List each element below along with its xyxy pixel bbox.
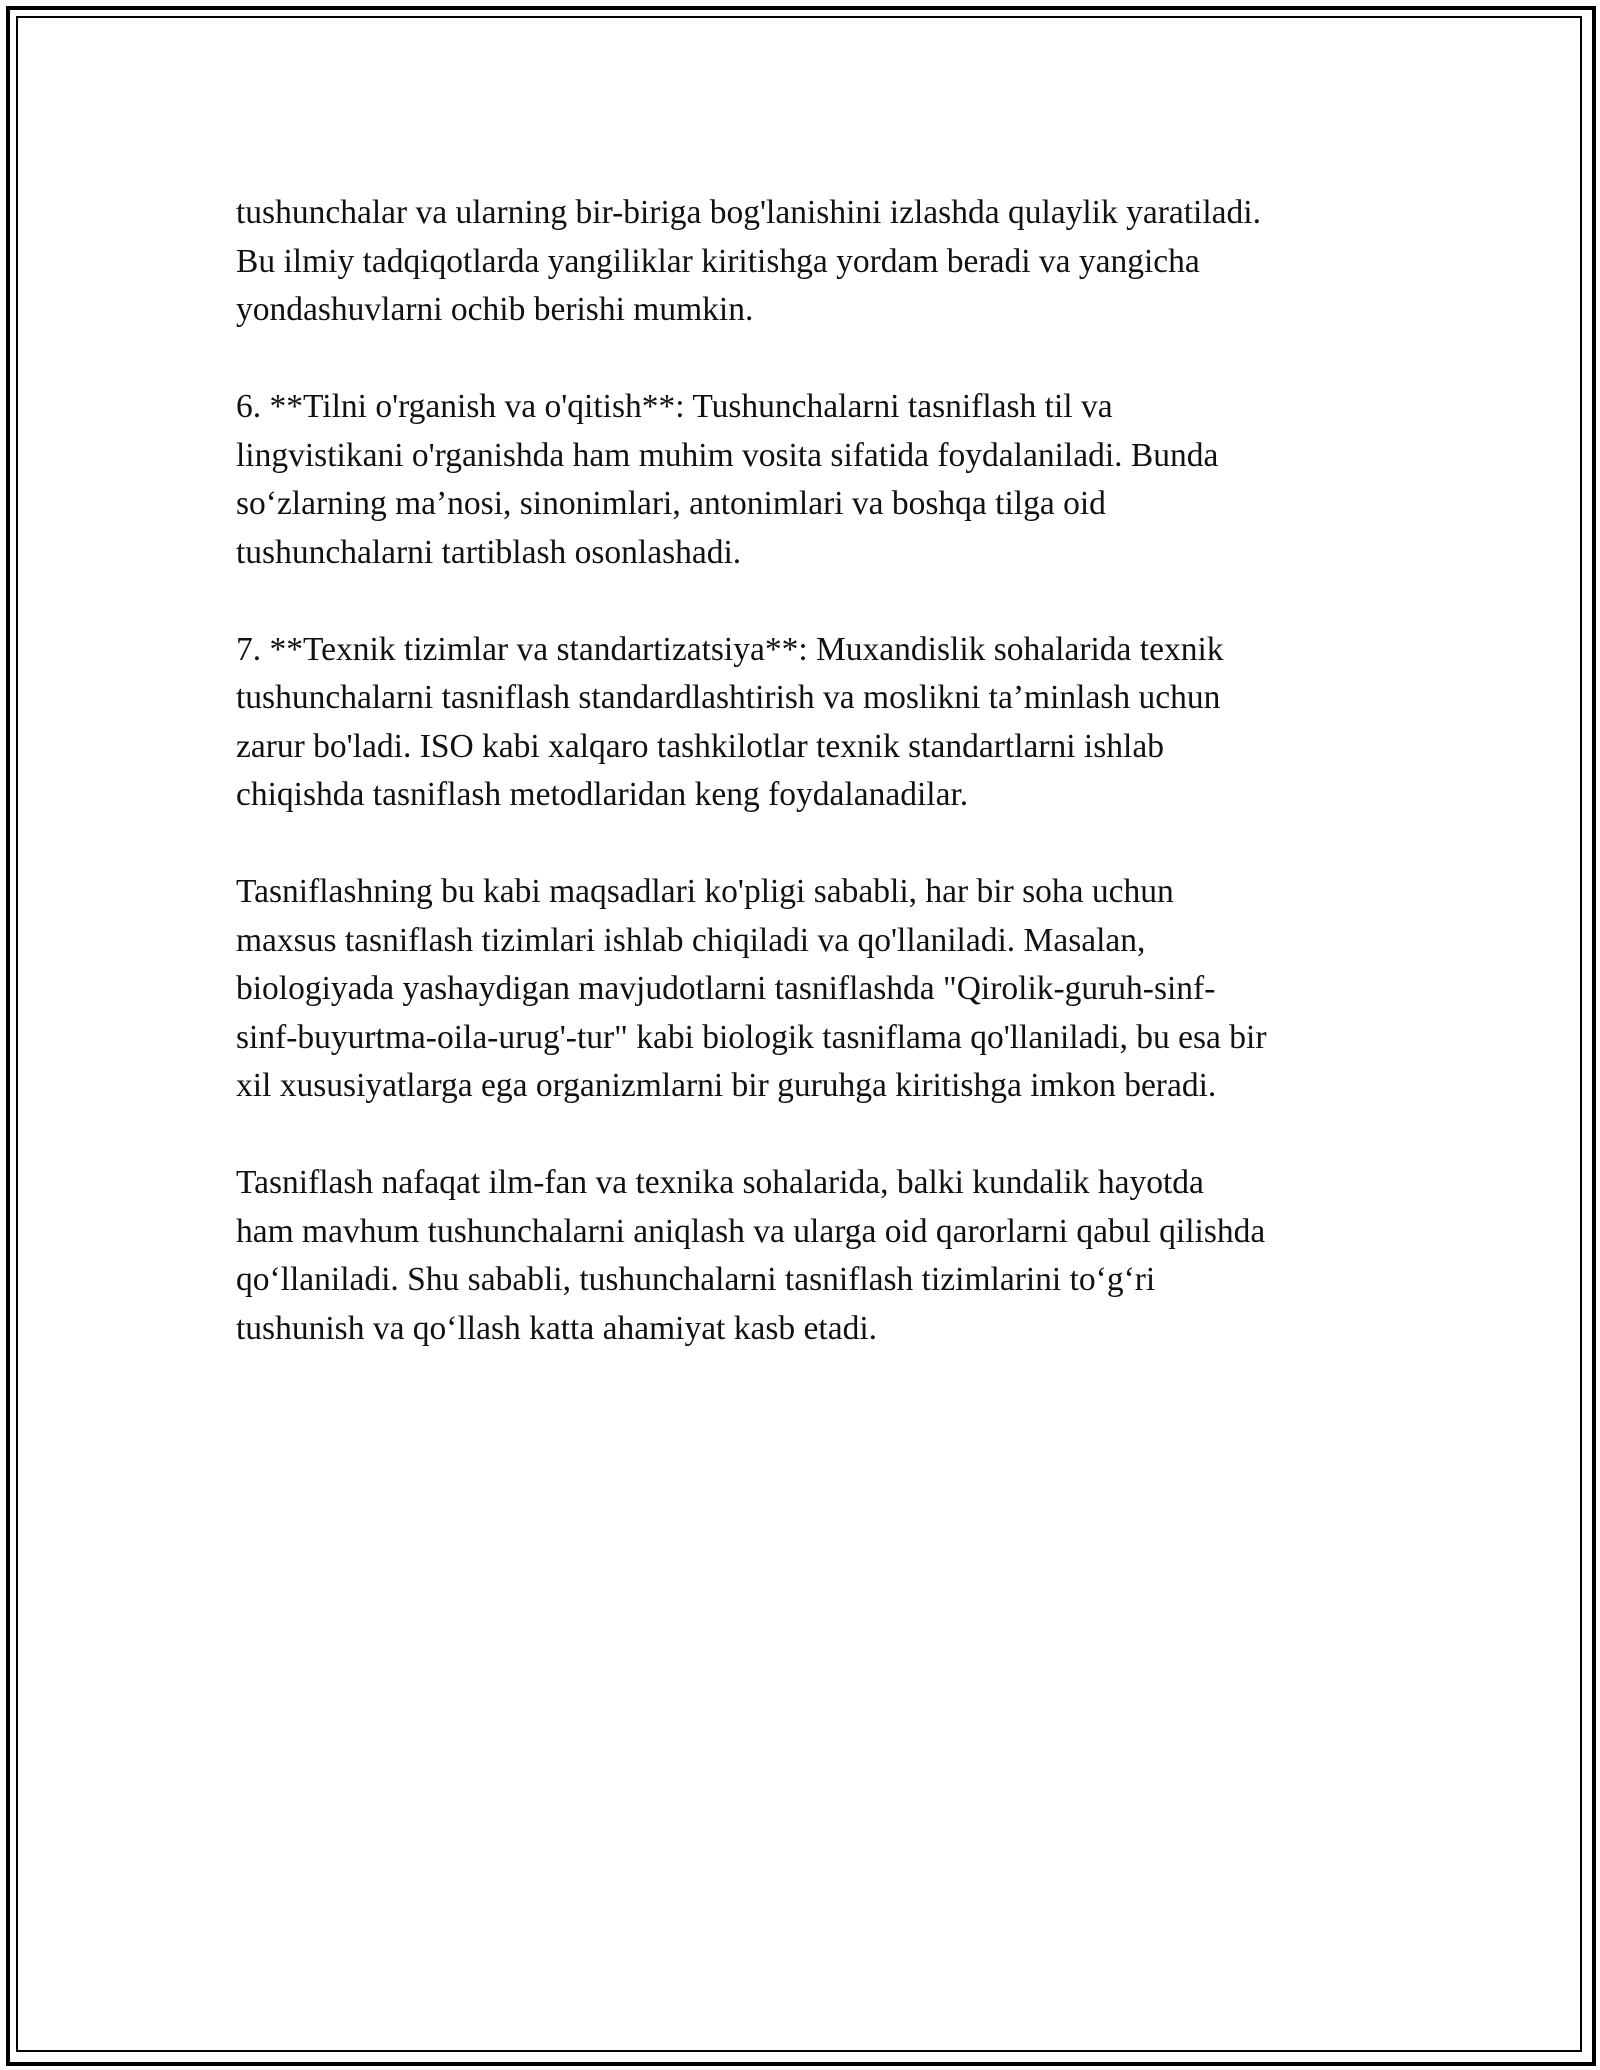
document-body (236, 189, 1386, 1353)
paragraph-item-6: 6. **Tilni o'rganish va o'qitish**: Tushunchalarni tasniflash til va lingvistikani o'rganishda ham muhim vosita sifatida foydalaniladi. Bunda so‘zlarning ma’nosi, sinonimlari, antonimlari va boshqa tilga oid tushunchalarni tartiblash osonlashadi. (236, 388, 1219, 571)
paragraph-continuation: tushunchalar va ularning bir-biriga bog'lanishini izlashda qulaylik yaratiladi. Bu ilmiy tadqiqotlarda yangiliklar kiritishga yordam beradi va yangicha yondashuvlarni ochib berishi mumkin. (236, 194, 1261, 328)
paragraph-purposes: Tasniflashning bu kabi maqsadlari ko'pligi sababli, har bir soha uchun maxsus tasniflash tizimlari ishlab chiqiladi va qo'llaniladi. Masalan, biologiyada yashaydigan mavjudotlarni tasniflashda "Qirolik-guruh-sinf- sinf-buyurtma-oila-urug'-tur" kabi biologik tasniflama qo'llaniladi, bu esa bir xil xususiyatlarga ega organizmlarni bir guruhga kiritishga imkon beradi. (236, 873, 1267, 1104)
paragraph-conclusion: Tasniflash nafaqat ilm-fan va texnika sohalarida, balki kundalik hayotda ham mavhum tushunchalarni aniqlash va ularga oid qarorlarni qabul qilishda qo‘llaniladi. Shu sababli, tushunchalarni tasniflash tizimlarini to‘g‘ri tushunish va qo‘llash katta ahamiyat kasb etadi. (236, 1164, 1266, 1347)
paragraph-item-7: 7. **Texnik tizimlar va standartizatsiya**: Muxandislik sohalarida texnik tushunchalarni tasniflash standardlashtirish va moslikni ta’minlash uchun zarur bo'ladi. ISO kabi xalqaro tashkilotlar texnik standartlarni ishlab chiqishda tasniflash metodlaridan keng foydalanadilar. (236, 630, 1224, 813)
